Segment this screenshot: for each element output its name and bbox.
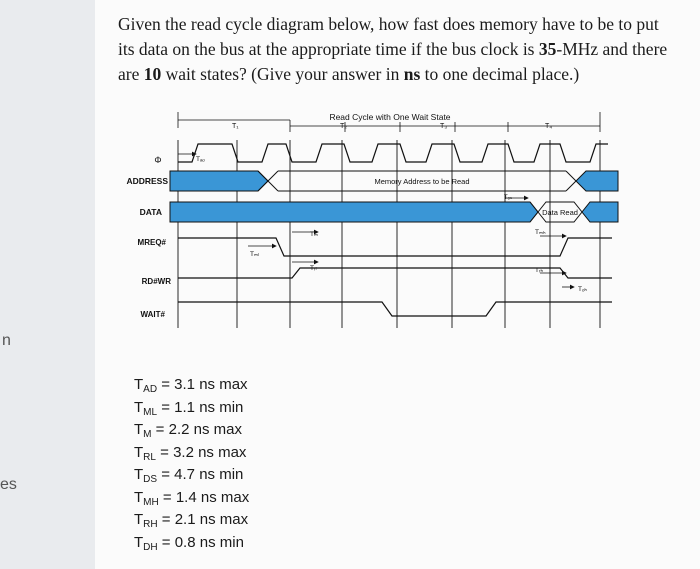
question-part1: Given the read cycle diagram below, how fast does memory have to be to put its data on the bus at the appropriate time if the bus clock is <box>118 14 659 59</box>
param-row: $T_{DH} = 0.8$ ns min <box>134 533 244 553</box>
timing-label-tmh: Tₘₕ <box>535 229 546 236</box>
param-row: $T_{DS} = 4.7$ ns min <box>134 466 244 485</box>
signal-label-data: DATA <box>139 207 162 217</box>
state-label-t1: T₁ <box>232 123 239 130</box>
question-part2: -MHz and there are <box>118 39 668 84</box>
param-row: $T_{RL} = 3.2$ ns max <box>134 443 247 463</box>
signal-label-wait: WAIT# <box>140 310 165 319</box>
timing-label-tm: Tₘ <box>310 231 319 238</box>
address-bus-label: Memory Address to be Read <box>374 177 470 186</box>
question-part4: to one decimal place.) <box>420 64 580 84</box>
timing-label-tml: Tₘₗ <box>250 251 260 258</box>
param-row: $T_{ML} = 1.1$ ns min <box>134 398 244 418</box>
side-text-bottom: es <box>0 476 17 493</box>
timing-label-trh: Tᵣₕ <box>535 267 544 274</box>
diagram-title: Read Cycle with One Wait State <box>329 112 451 122</box>
question-part3: wait states? (Give your answer in <box>161 64 404 84</box>
state-label-t4: T₄ <box>545 123 553 130</box>
side-text-top: n <box>2 332 11 349</box>
question-waits: 10 <box>143 64 162 84</box>
signal-label-mreq: MREQ# <box>137 238 166 247</box>
signal-label-clock: Φ <box>154 155 162 165</box>
state-label-t3: T₃ <box>440 123 448 130</box>
timing-parameters <box>134 374 249 554</box>
signal-label-rdwr: RD#WR <box>141 277 171 286</box>
param-row: $T_{MH} = 1.4$ ns max <box>134 488 250 508</box>
data-bus-label: Data Read <box>542 208 578 217</box>
timing-label-trl: Tᵣₗ <box>310 265 317 272</box>
param-row: $T_M = 2.2$ ns max <box>134 421 242 440</box>
signal-label-address: ADDRESS <box>126 176 168 186</box>
clock-waveform <box>178 144 608 162</box>
timing-label-tds: Tₒₛ <box>504 195 513 201</box>
state-label-t2: T₂ <box>340 123 347 130</box>
timing-label-tdh: Tₒₕ <box>578 286 588 293</box>
timing-label-tad: Tₐₒ <box>196 156 205 163</box>
param-row: $T_{AD} = 3.1$ ns max <box>134 376 248 395</box>
question-unit: ns <box>403 64 421 84</box>
mreq-waveform <box>178 238 612 256</box>
question-freq: 35 <box>538 39 557 59</box>
param-row: $T_{RH} = 2.1$ ns max <box>134 511 249 530</box>
wait-waveform <box>178 302 612 316</box>
